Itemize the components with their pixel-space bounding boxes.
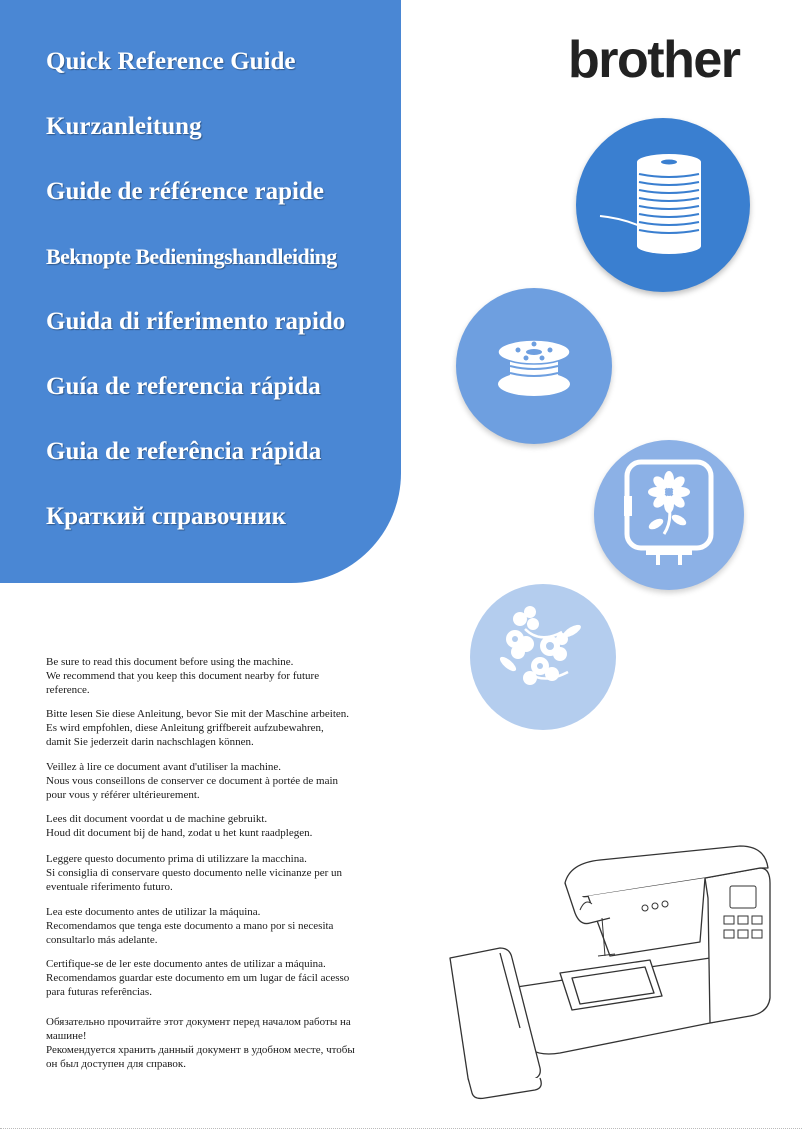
note-line: Recomendamos guardar este documento em um lugar de fácil acesso: [46, 972, 350, 984]
embroidery-hoop-icon: [594, 440, 744, 590]
note-line: para futuras referências.: [46, 986, 152, 998]
note-line: Recomendamos que tenga este documento a mano por si necesita: [46, 920, 334, 932]
note-line: Si consiglia di conservare questo documento nelle vicinanze per un: [46, 867, 342, 879]
brother-logo: brother: [568, 31, 740, 89]
title-dutch: Beknopte Bedieningshandleiding: [46, 244, 337, 269]
note-line: Be sure to read this document before using the machine.: [46, 656, 294, 668]
title-german: Kurzanleitung: [46, 113, 202, 140]
note-line: он был доступен для справок.: [46, 1058, 186, 1070]
note-italian: [46, 852, 391, 894]
note-line: Bitte lesen Sie diese Anleitung, bevor Sie mit der Maschine arbeiten.: [46, 708, 350, 720]
title-italian: Guida di riferimento rapido: [46, 308, 346, 335]
note-line: Veillez à lire ce document avant d'utiliser la machine.: [46, 761, 282, 773]
note-line: consultarlo más adelante.: [46, 934, 158, 946]
note-french: [46, 760, 391, 802]
note-german: [46, 707, 391, 749]
note-line: Lees dit document voordat u de machine gebruikt.: [46, 813, 268, 825]
note-line: eventuale riferimento futuro.: [46, 881, 173, 893]
note-line: Certifique-se de ler este documento antes de utilizar a máquina.: [46, 958, 326, 970]
note-line: машине!: [46, 1030, 87, 1042]
note-line: Lea este documento antes de utilizar la máquina.: [46, 906, 261, 918]
note-dutch: [46, 812, 391, 840]
title-russian: Краткий справочник: [46, 503, 287, 530]
note-line: Leggere questo documento prima di utilizzare la macchina.: [46, 853, 307, 865]
bobbin-icon: [456, 288, 612, 444]
note-line: Обязательно прочитайте этот документ перед началом работы на: [46, 1016, 351, 1028]
note-line: damit Sie jederzeit darin nachschlagen können.: [46, 736, 254, 748]
note-english: [46, 655, 391, 697]
cover-blue-panel: [0, 0, 401, 583]
title-french: Guide de référence rapide: [46, 178, 324, 205]
note-line: Es wird empfohlen, diese Anleitung griffbereit aufzubewahren,: [46, 722, 324, 734]
title-spanish: Guía de referencia rápida: [46, 373, 321, 400]
note-line: reference.: [46, 684, 90, 696]
thread-spool-icon: [576, 118, 750, 292]
note-russian: [46, 1015, 391, 1071]
note-portuguese: [46, 957, 391, 999]
title-english: Quick Reference Guide: [46, 48, 296, 75]
note-line: Nous vous conseillons de conserver ce document à portée de main: [46, 775, 339, 787]
note-line: Рекомендуется хранить данный документ в удобном месте, чтобы: [46, 1044, 355, 1056]
page-bottom-rule: [0, 1128, 802, 1129]
note-line: Houd dit document bij de hand, zodat u het kunt raadplegen.: [46, 827, 313, 839]
title-portuguese: Guia de referência rápida: [46, 438, 322, 465]
embroidery-flower-icon: [470, 584, 616, 730]
sewing-machine-illustration: [440, 838, 780, 1105]
note-line: We recommend that you keep this document nearby for future: [46, 670, 320, 682]
note-spanish: [46, 905, 391, 947]
note-line: pour vous y référer ultérieurement.: [46, 789, 200, 801]
